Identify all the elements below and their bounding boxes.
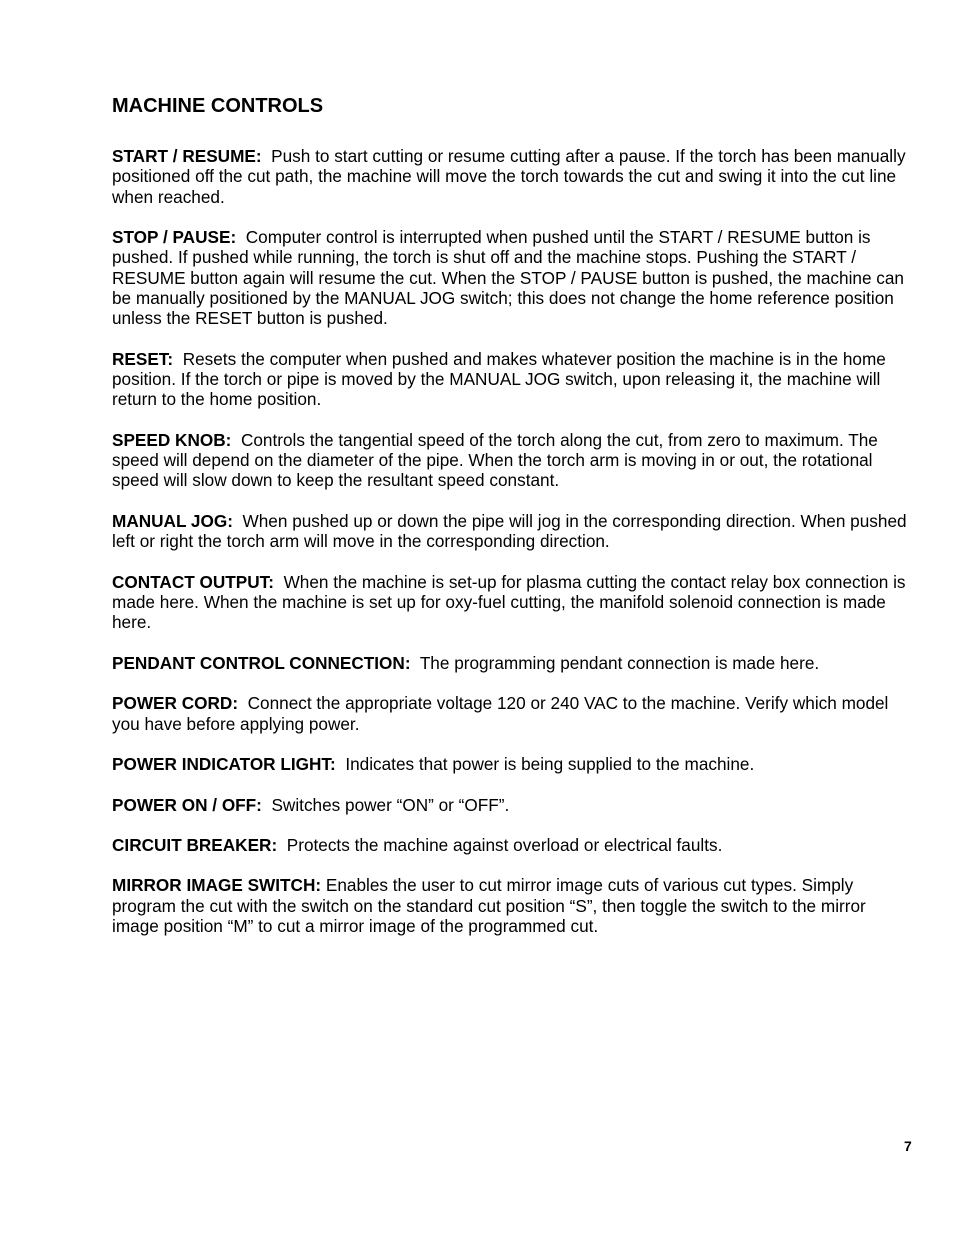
- section-text: Indicates that power is being supplied to the machine.: [345, 754, 755, 775]
- section-text: Connect the appropriate voltage 120 or 240 VAC to the machine. Verify which model you have before applying power.: [112, 693, 889, 734]
- section-mirror-image-switch: [112, 875, 912, 936]
- section-label: CIRCUIT BREAKER:: [112, 835, 278, 855]
- section-manual-jog: [112, 511, 912, 552]
- section-stop-pause: [112, 227, 912, 328]
- section-text: Protects the machine against overload or electrical faults.: [286, 835, 723, 855]
- section-text: Push to start cutting or resume cutting after a pause. If the torch has been manually positioned off the cut path, the machine will move the torch towards the cut and swing it into the cut line when reached.: [112, 146, 906, 207]
- section-start-resume: [112, 146, 912, 207]
- section-label: RESET:: [112, 348, 174, 369]
- section-pendant-control-connection: [112, 653, 912, 673]
- section-speed-knob: [112, 430, 912, 491]
- section-power-indicator-light: [112, 754, 912, 774]
- section-contact-output: [112, 572, 912, 633]
- section-label: MIRROR IMAGE SWITCH:: [112, 875, 322, 896]
- section-power-on-off: [112, 795, 912, 815]
- section-circuit-breaker: [112, 835, 912, 855]
- section-text: Computer control is interrupted when pushed until the START / RESUME button is pushed. If pushed while running, the torch is shut off and the machine stops. Pushing the START / RESUME button again will resume the cut. When the STOP / PAUSE button is pushed, the machine can be manually positioned by the MANUAL JOG switch; this does not change the home reference position unless the RESET button is pushed.: [112, 227, 904, 329]
- page-title: MACHINE CONTROLS: [112, 95, 324, 117]
- section-label: STOP / PAUSE:: [112, 227, 237, 248]
- section-label: MANUAL JOG:: [112, 510, 233, 531]
- section-label: START / RESUME:: [112, 146, 262, 166]
- section-text: The programming pendant connection is made here.: [419, 652, 820, 673]
- section-reset: [112, 349, 912, 410]
- section-label: POWER CORD:: [112, 693, 239, 714]
- section-text: Controls the tangential speed of the torch along the cut, from zero to maximum. The speed will depend on the diameter of the pipe. When the torch arm is moving in or out, the rotational speed will slow down to keep the resultant speed constant.: [112, 429, 878, 491]
- section-power-cord: [112, 693, 912, 734]
- section-text: Switches power “ON” or “OFF”.: [271, 794, 510, 815]
- section-text: Resets the computer when pushed and makes whatever position the machine is in the home position. If the torch or pipe is moved by the MANUAL JOG switch, upon releasing it, the machine will return to the home position.: [112, 348, 886, 410]
- section-text: Enables the user to cut mirror image cuts of various cut types. Simply program the cut with the switch on the standard cut position “S”, then toggle the switch to the mirror image position “M” to cut a mirror image of the programmed cut.: [112, 875, 866, 937]
- section-text: When the machine is set-up for plasma cutting the contact relay box connection is made here. When the machine is set up for oxy-fuel cutting, the manifold solenoid connection is made here.: [112, 571, 906, 633]
- section-label: PENDANT CONTROL CONNECTION:: [112, 652, 411, 673]
- section-label: SPEED KNOB:: [112, 429, 232, 450]
- section-label: CONTACT OUTPUT:: [112, 571, 274, 592]
- controls-list: [112, 146, 912, 957]
- section-label: POWER INDICATOR LIGHT:: [112, 754, 336, 775]
- section-text: When pushed up or down the pipe will jog in the corresponding direction. When pushed left or right the torch arm will move in the corresponding direction.: [112, 510, 907, 552]
- section-label: POWER ON / OFF:: [112, 794, 262, 815]
- page-number: 7: [904, 1138, 912, 1154]
